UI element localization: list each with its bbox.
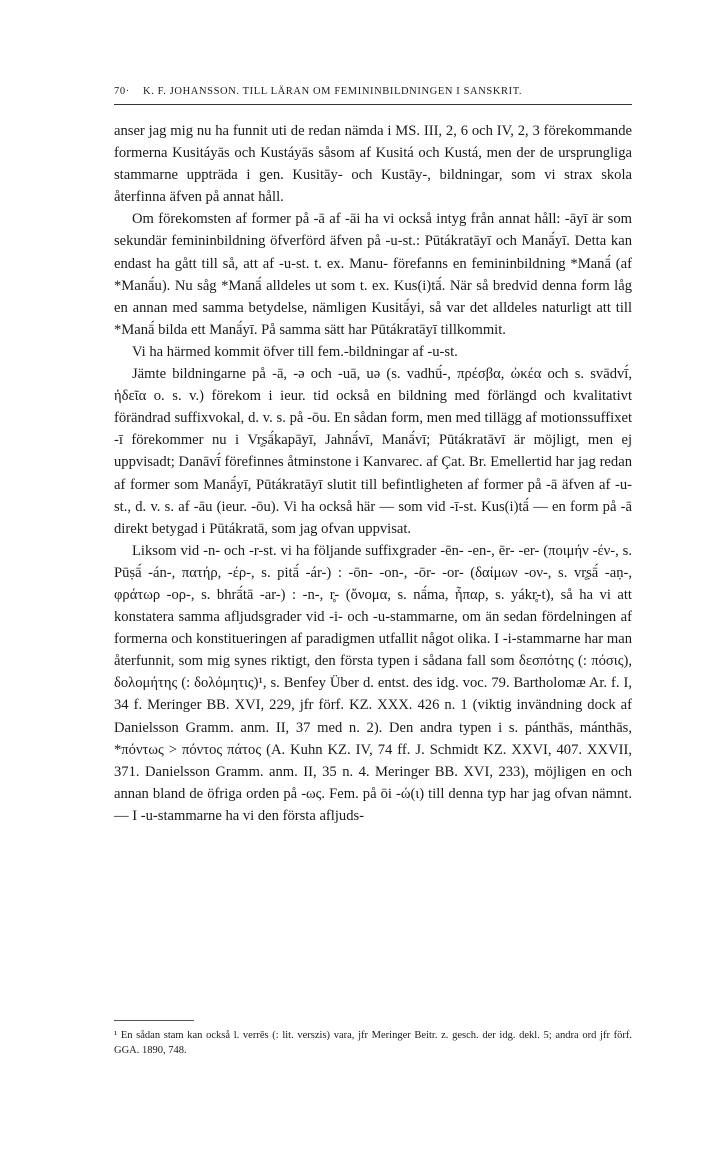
footnote: ¹ En sådan stam kan också l. verrēs (: lit. verszis) vara, jfr Meringer Beitr. z. gesch. der idg. dekl. 5; andra ord jfr förf. GGA. 1890, 748.	[114, 1030, 632, 1056]
page-number: 70·	[114, 86, 130, 97]
paragraph-2: Om förekomsten af former på -ā af -āi ha vi också intyg från annat håll: -āyī är som sekundär femininbildning öfverförd äfven på -u-st.: Pūtákratāyī och Manā́yī. Detta kan endast ha gått till så, att af -u-st. t. ex. Manu- förefanns en femininbildning *Manā́ (af *Manā́u). Nu såg *Manā́ alldeles ut som t. ex. Kus(i)tā́. När så bredvid denna form låg en annan med samma betydelse, nämligen Kusitā́yi, så var det alldeles naturligt att till *Manā́ bilda ett Manā́yī. På samma sätt har Pūtákratāyī tillkommit.	[114, 211, 632, 338]
running-title: K. F. JOHANSSON. TILL LÄRAN OM FEMININBILDNINGEN I SANSKRIT.	[143, 86, 523, 97]
paragraph-5: Liksom vid -n- och -r-st. vi ha följande suffixgrader -ēn- -en-, ēr- -er- (ποιμήν -έν-, s. Pūṣā́ -án-, πατήρ, -έρ-, s. pitā́ -ár-) : -ōn- -on-, -ōr- -or- (δαίμων -ον-, s. vr̥ṣā́ -aṇ-, φράτωρ -ορ-, s. bhrā́tā -ar-) : -n-, r̥- (ὄνομα, s. nā́ma, ἧπαρ, s. yákr̥-t), så ha vi att konstatera samma afljudsgrader vid -i- och -u-stammarne, om än sedan fördelningen af formerna och konstitueringen af paradigmen utfallit något olika. I -i-stammarne har man återfunnit, som mig synes riktigt, den första typen i sådana fall som δεσπότης (: πόσις), δολομήτης (: δολόμητις)¹, s. Benfey Über d. entst. des idg. voc. 79. Bartholomæ Ar. f. I, 34 f. Meringer BB. XVI, 229, jfr förf. KZ. XXX. 426 n. 1 (viktig invändning dock af Danielsson Gramm. anm. II, 37 med n. 2). Den andra typen i s. pánthās, mánthās, *πόντως > πόντος πάτος (A. Kuhn KZ. IV, 74 ff. J. Schmidt KZ. XXVI, 407. XXVII, 371. Danielsson Gramm. anm. II, 35 n. 4. Meringer BB. XVI, 233), möjligen en och annan bland de öfriga orden på -ως. Fem. på ōi -ώ(ι) till denna typ har jag ofvan nämnt. — I -u-stammarne ha vi den första afljuds-	[114, 542, 632, 824]
running-header	[114, 86, 632, 97]
footnote-rule	[114, 1020, 194, 1021]
header-rule	[114, 104, 632, 105]
paragraph-3: Vi ha härmed kommit öfver till fem.-bildningar af -u-st.	[132, 343, 458, 360]
body-text	[114, 120, 632, 827]
paragraph-4: Jämte bildningarne på -ā, -ə och -uā, uə (s. vadhū́-, πρέσβα, ὠκέα och s. svādvī́, ἡδεῖα o. s. v.) förekom i ieur. tid också en bildning med förlängd och kvalitativt förändrad suffixvokal, d. v. s. på -ōu. En sådan form, men med tillägg af motionssuffixet -ī förekommer nu i Vr̥ṣā́kapāyī, Jahnā́vī, Manā́vī; Pūtákratāvī är möjligt, men ej uppvisadt; Danāvī́ förefinnes åtminstone i Kanvarec. af Çat. Br. Emellertid har jag redan af former som Manā́yī, Pūtákratāyī slutit till befintligheten af former på -ā äfven af -u-st., d. v. s. af -āu (ieur. -ōu). Vi ha också här — som vid -ī-st. Kus(i)tā́ — en form på -ā direkt betygad i Pūtákratā, som jag ofvan uppvisat.	[114, 366, 632, 537]
paragraph-1: anser jag mig nu ha funnit uti de redan nämda i MS. III, 2, 6 och IV, 2, 3 förekommande formerna Kusitáyās och Kustáyās såsom af Kusitá och Kustá, men der de ursprungliga stammarne uppträda i gen. Kusitāy- och Kustāy-, bildningar, som vi strax skola återfinna äfven på annat håll.	[114, 123, 632, 206]
